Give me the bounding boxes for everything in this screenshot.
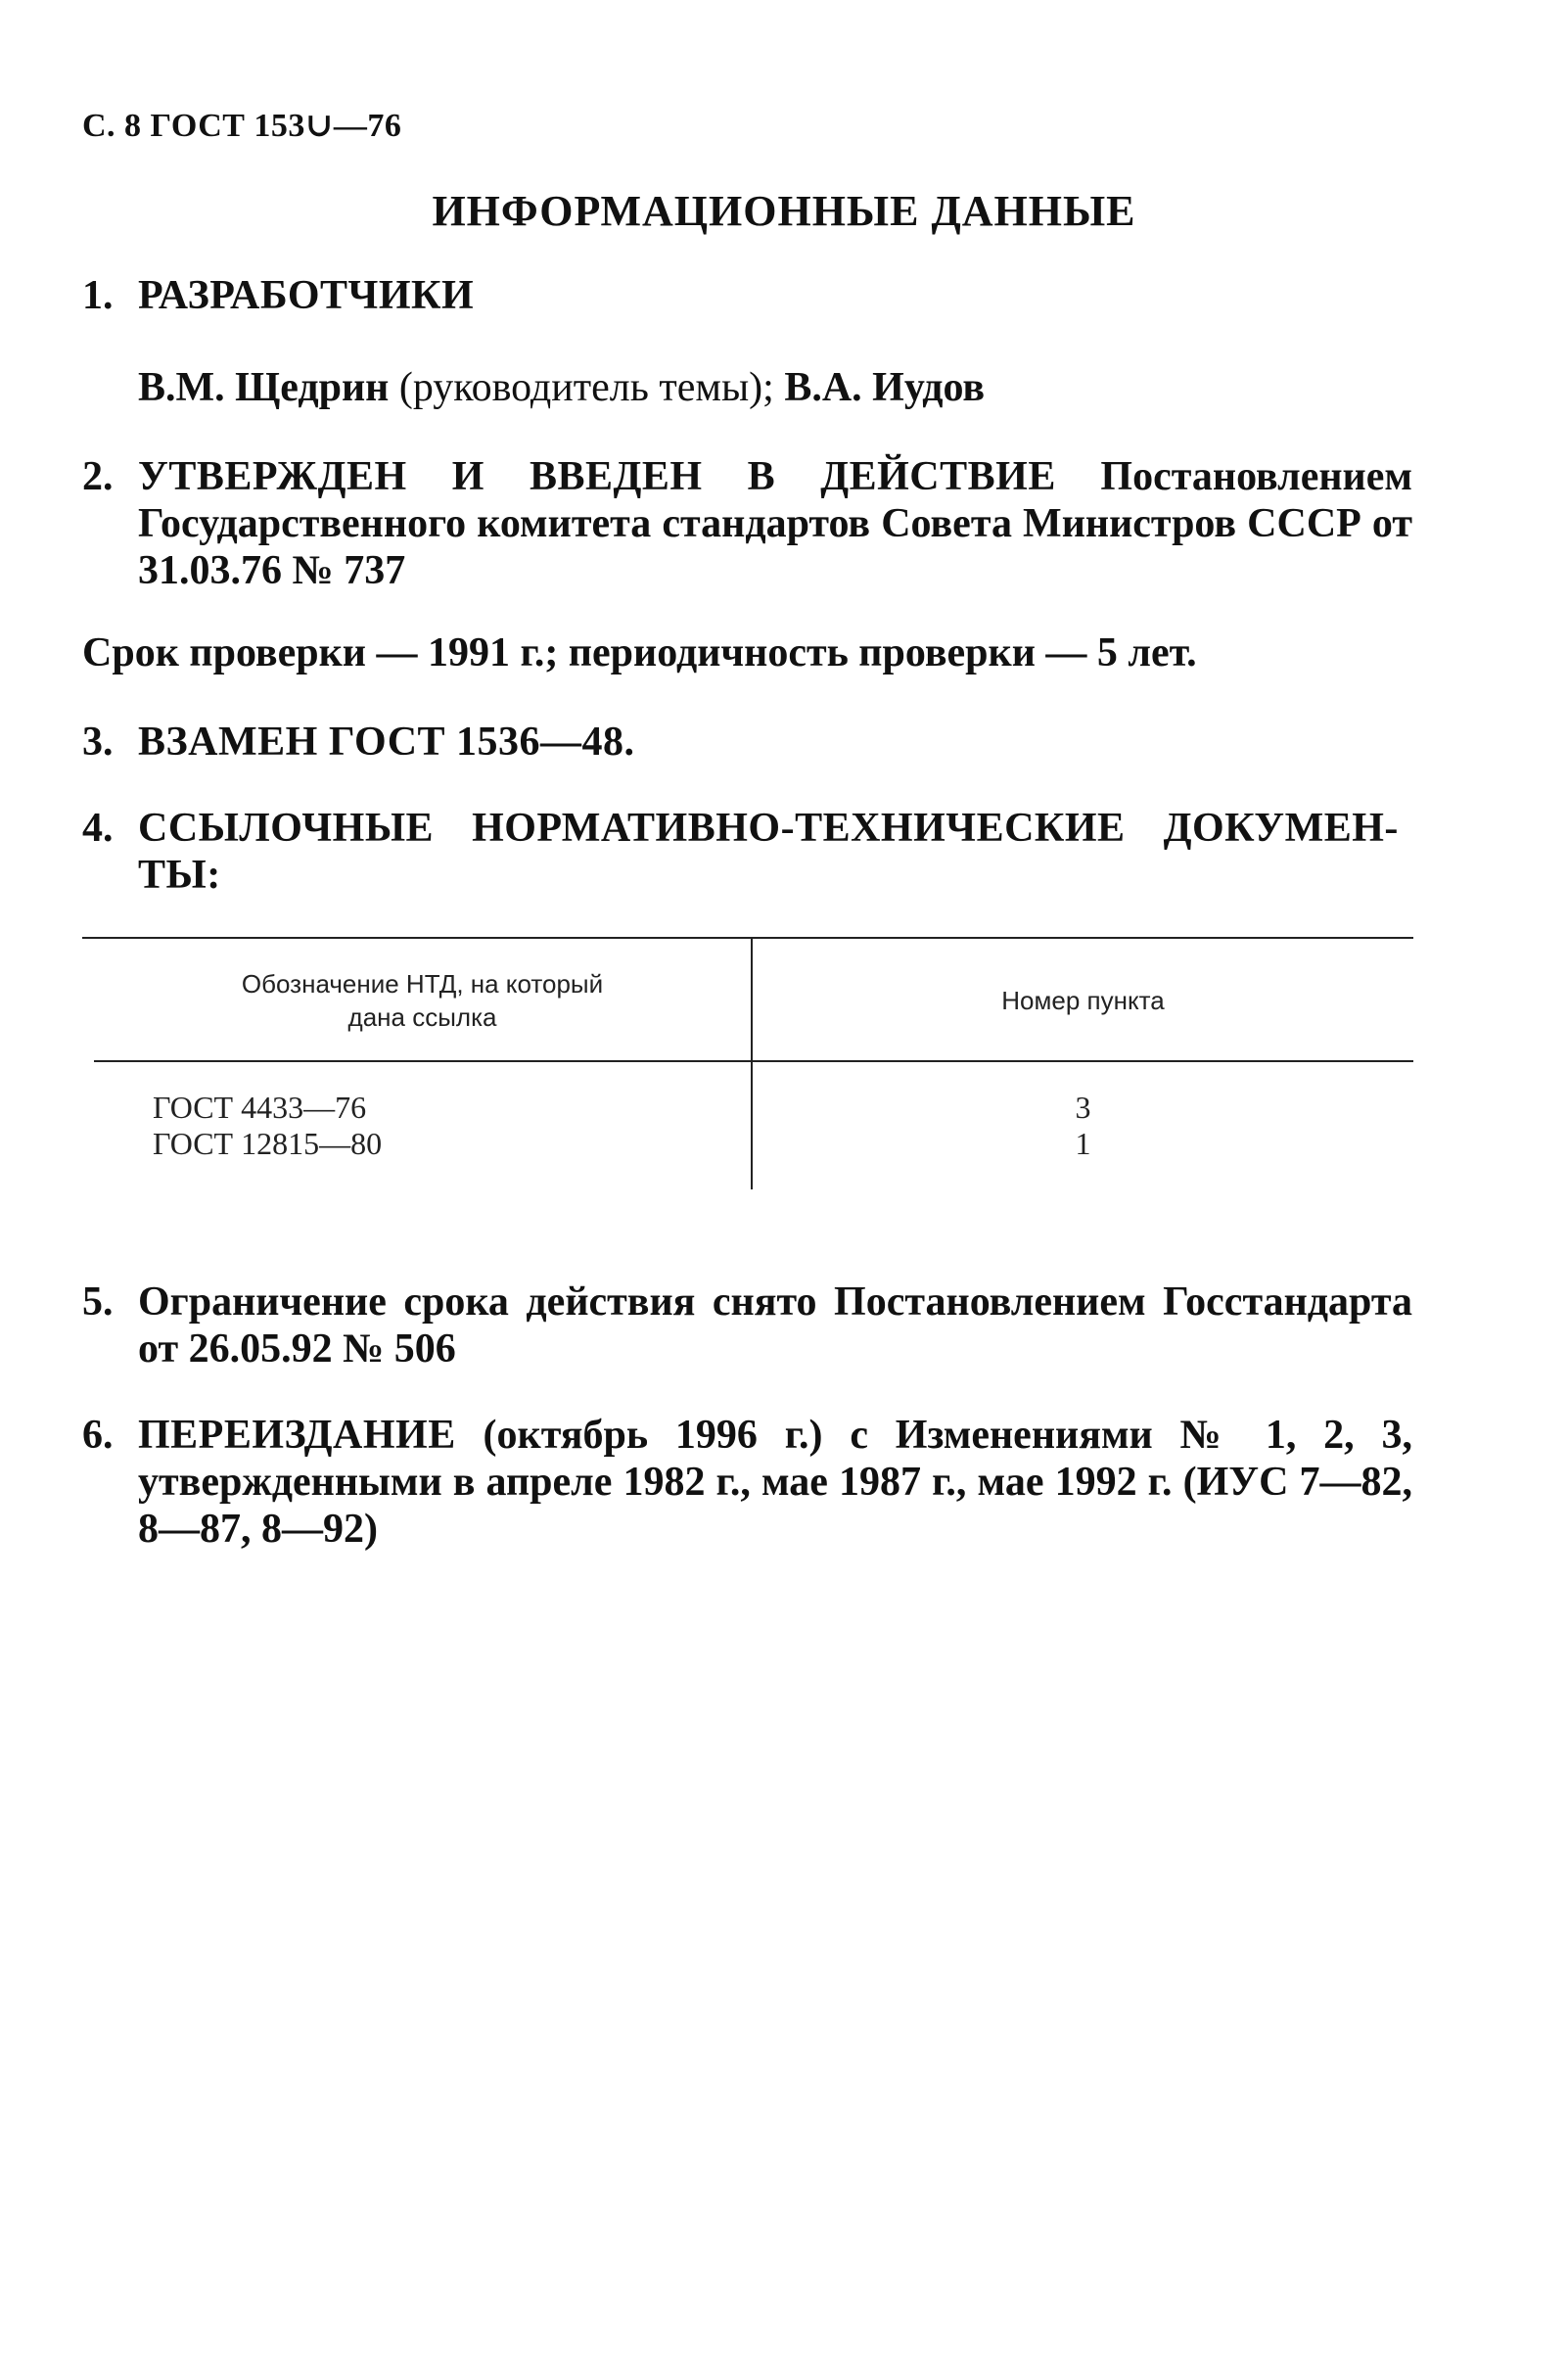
table-cell-item: 1 — [1075, 1126, 1091, 1161]
page-header: С. 8 ГОСТ 153∪—76 — [82, 108, 402, 144]
table-row — [153, 1090, 366, 1125]
table-cell-doc: ГОСТ 12815—80 — [153, 1126, 383, 1161]
section-3-text: ВЗАМЕН ГОСТ 1536—48. — [138, 720, 635, 765]
section-4-number: 4. — [82, 806, 114, 851]
section-2-paragraph — [138, 453, 1412, 594]
section-6-paragraph — [138, 1412, 1412, 1553]
table-header-item: Номер пункта — [1001, 986, 1165, 1015]
developers-line — [138, 364, 1412, 411]
section-6-text: (октябрь 1996 г.) с Изменениями № 1, 2, 3, утвержденными в апреле 1982 г., мае 1987 г., мае 1992 г. (ИУС 7—82, 8—87, 8—92) — [138, 1413, 1412, 1552]
section-2-text: Постановлением Государственного комитета стандартов Совета Министров СССР от 31.03.76 № 737 — [138, 454, 1413, 593]
section-1-heading: РАЗРАБОТЧИКИ — [138, 273, 475, 318]
section-1-number: 1. — [82, 273, 114, 318]
table-cell-item: 3 — [1075, 1090, 1091, 1125]
section-2-number: 2. — [82, 454, 114, 499]
section-6-number: 6. — [82, 1413, 114, 1458]
table-header-rule — [94, 1060, 1413, 1062]
table-header-document-line2: дана ссылка — [347, 1002, 497, 1032]
table-row — [153, 1126, 382, 1161]
section-4-text: ССЫЛОЧНЫЕ НОРМАТИВНО-ТЕХНИЧЕСКИЕ ДОКУМЕН-ТЫ: — [138, 806, 1399, 898]
section-3-number: 3. — [82, 720, 114, 765]
developer-1-name: В.М. Щедрин — [138, 365, 390, 410]
developer-1-role: (руководитель темы); — [398, 365, 774, 410]
table-top-rule — [82, 937, 1413, 939]
section-2-heading: УТВЕРЖДЕН И ВВЕДЕН В ДЕЙСТВИЕ — [138, 454, 1056, 499]
section-5-number: 5. — [82, 1279, 114, 1325]
section-6-heading: ПЕРЕИЗДАНИЕ — [138, 1413, 456, 1458]
table-header-document — [94, 967, 751, 1034]
developer-2-name: В.А. Иудов — [784, 365, 986, 410]
review-period: Срок проверки — 1991 г.; периодичность проверки — 5 лет. — [82, 630, 1197, 675]
table-cell-doc: ГОСТ 4433—76 — [153, 1090, 367, 1125]
document-title: ИНФОРМАЦИОННЫЕ ДАННЫЕ — [432, 187, 1136, 235]
section-5-text: Ограничение срока действия снято Постановлением Госстандарта от 26.05.92 № 506 — [138, 1279, 1412, 1372]
section-4-heading — [138, 805, 1410, 899]
table-header-document-line1: Обозначение НТД, на который — [241, 969, 604, 999]
